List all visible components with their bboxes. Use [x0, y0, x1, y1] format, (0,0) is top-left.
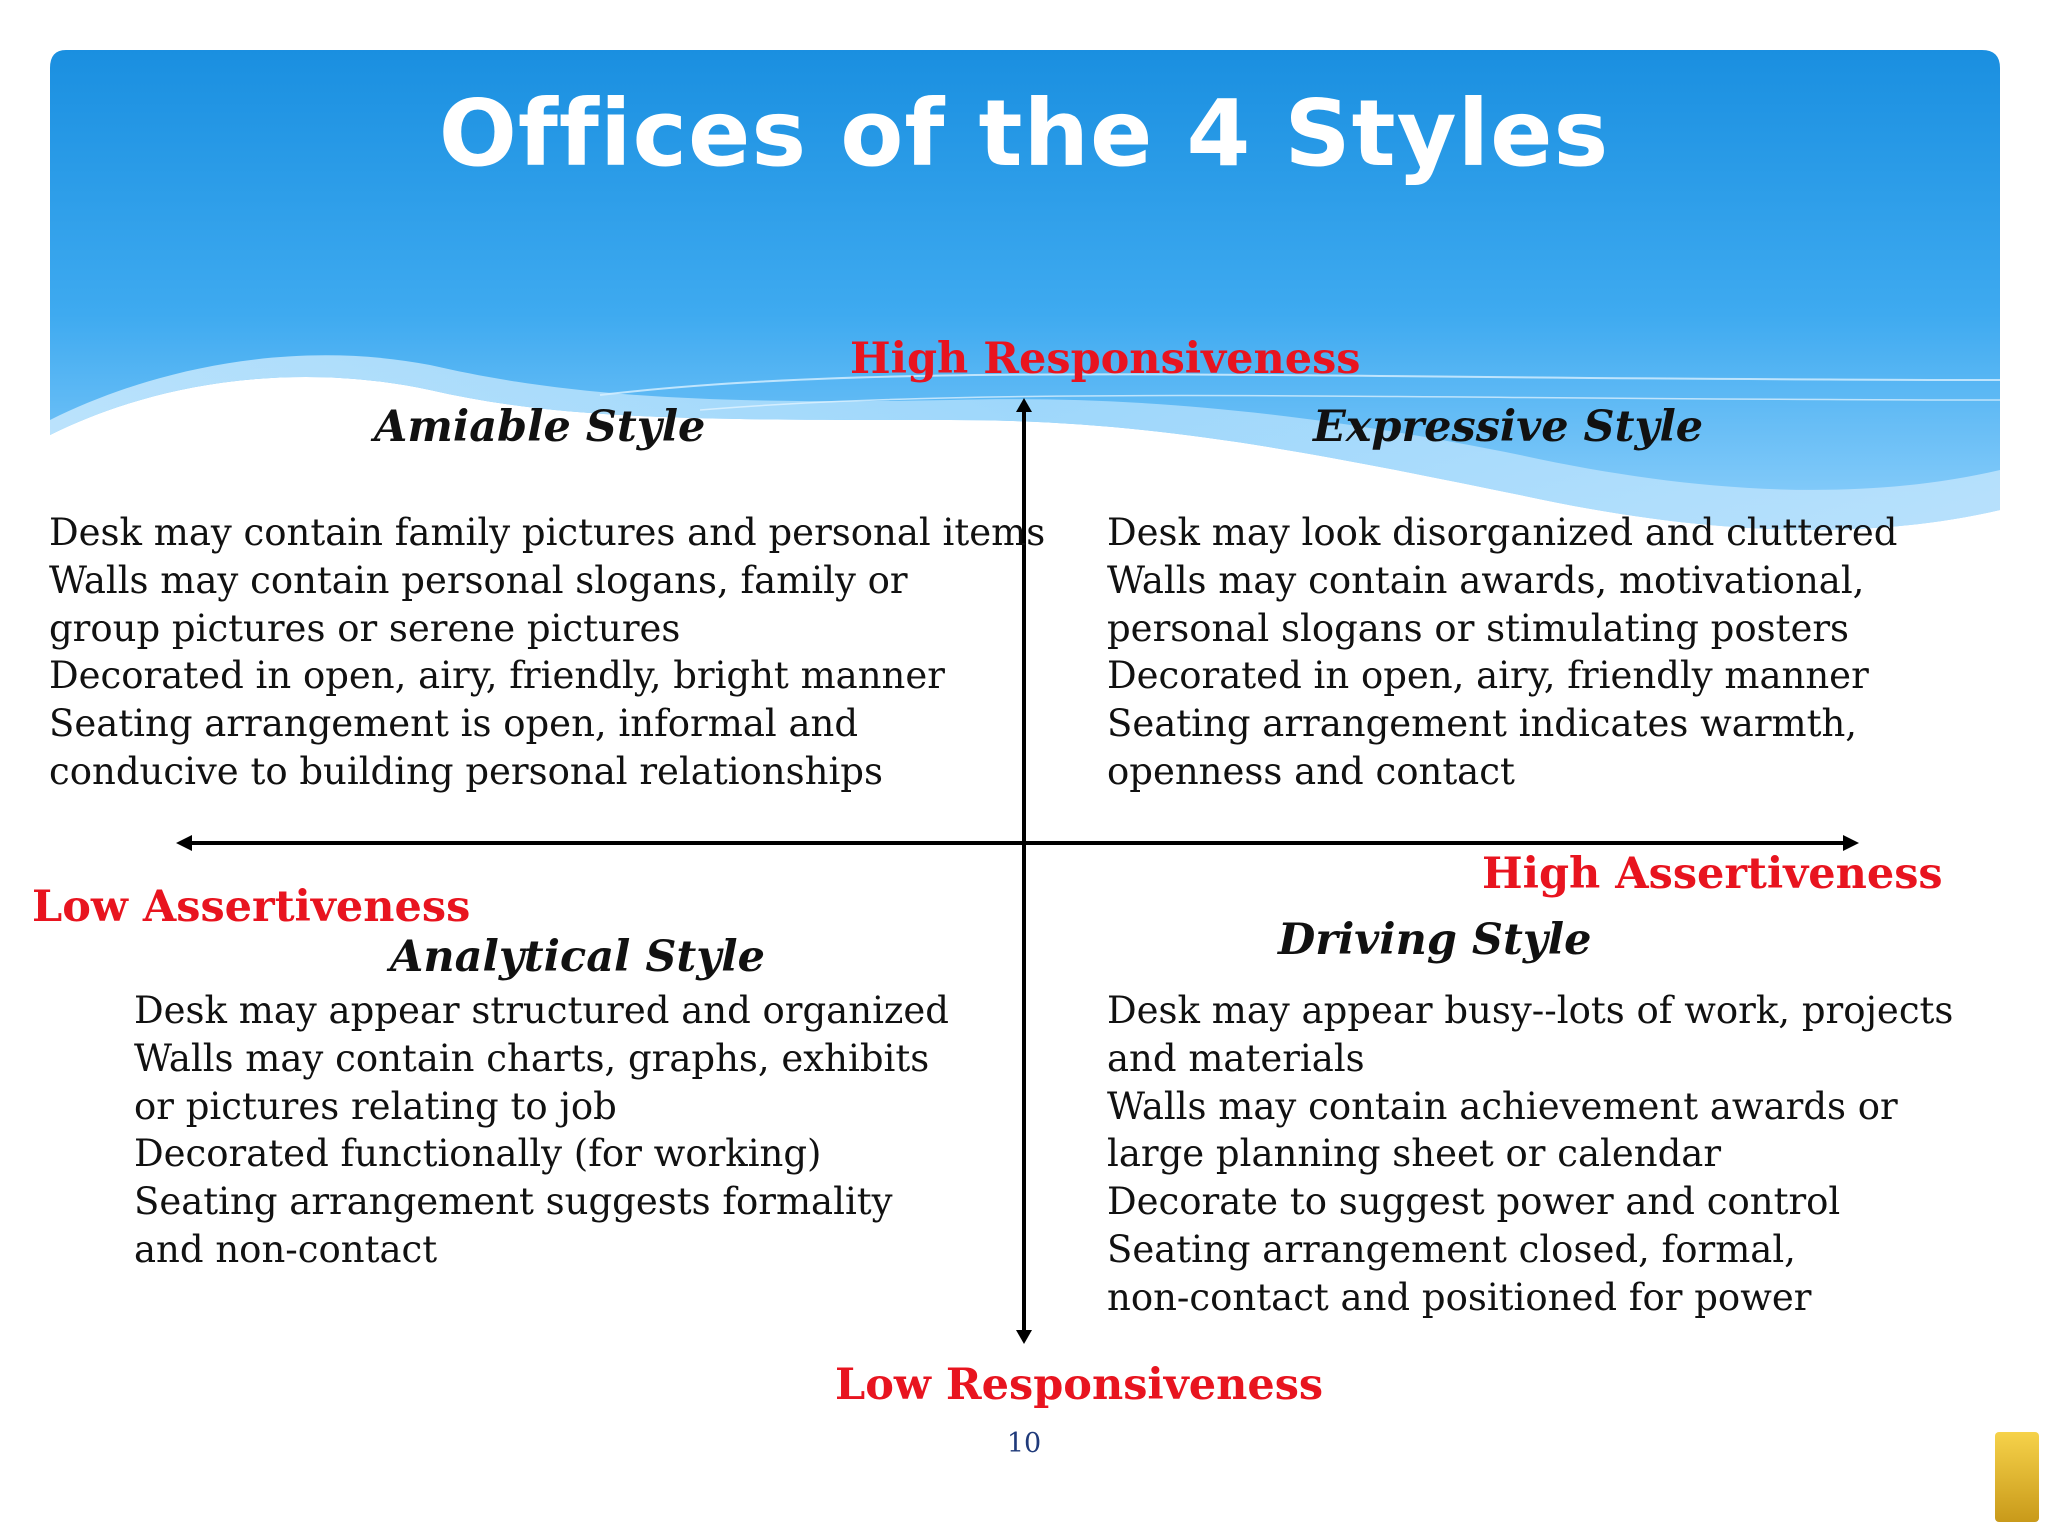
- description-line: Desk may appear structured and organized: [134, 989, 949, 1032]
- expressive-style-heading: Expressive Style: [1313, 402, 1704, 452]
- page-number: 10: [1006, 1428, 1042, 1459]
- axis-label-high-assertiveness: High Assertiveness: [1482, 849, 1943, 899]
- description-line: openness and contact: [1107, 749, 1515, 793]
- analytical-description: [134, 987, 949, 1274]
- description-line: Walls may contain achievement awards or: [1107, 1084, 1898, 1128]
- description-line: and materials: [1107, 1036, 1365, 1080]
- axis-label-low-responsiveness: Low Responsiveness: [835, 1360, 1324, 1410]
- description-line: Seating arrangement indicates warmth,: [1107, 702, 1858, 746]
- description-line: Desk may look disorganized and cluttered: [1107, 511, 1898, 554]
- driving-style-heading: Driving Style: [1278, 915, 1592, 965]
- description-line: Decorated in open, airy, friendly, bright manner: [49, 654, 945, 698]
- description-line: Walls may contain personal slogans, family or: [49, 558, 908, 602]
- description-line: Walls may contain awards, motivational,: [1107, 558, 1865, 602]
- description-line: Seating arrangement is open, informal and: [49, 702, 859, 746]
- axis-label-low-assertiveness: Low Assertiveness: [32, 882, 471, 932]
- slide-title: Offices of the 4 Styles: [438, 80, 1610, 187]
- description-line: Desk may appear busy--lots of work, projects: [1107, 989, 1954, 1032]
- analytical-style-heading: Analytical Style: [390, 932, 765, 982]
- description-line: Decorated in open, airy, friendly manner: [1107, 654, 1869, 698]
- description-line: Seating arrangement closed, formal,: [1107, 1227, 1796, 1271]
- amiable-style-heading: Amiable Style: [374, 402, 706, 452]
- description-line: Seating arrangement suggests formality: [134, 1180, 893, 1224]
- description-line: Desk may contain family pictures and personal items: [49, 511, 1046, 554]
- description-line: and non-contact: [134, 1227, 438, 1271]
- description-line: personal slogans or stimulating posters: [1107, 606, 1850, 650]
- description-line: Decorate to suggest power and control: [1107, 1180, 1841, 1224]
- description-line: group pictures or serene pictures: [49, 606, 681, 650]
- description-line: or pictures relating to job: [134, 1084, 617, 1128]
- description-line: conducive to building personal relationships: [49, 749, 883, 793]
- axis-label-high-responsiveness: High Responsiveness: [850, 334, 1361, 384]
- expressive-description: [1107, 509, 1897, 796]
- description-line: large planning sheet or calendar: [1107, 1132, 1722, 1176]
- description-line: Walls may contain charts, graphs, exhibits: [134, 1036, 930, 1080]
- description-line: Decorated functionally (for working): [134, 1132, 822, 1176]
- amiable-description: [49, 509, 1045, 796]
- driving-description: [1107, 987, 1953, 1322]
- corner-logo: [1995, 1432, 2039, 1522]
- description-line: non-contact and positioned for power: [1107, 1275, 1812, 1319]
